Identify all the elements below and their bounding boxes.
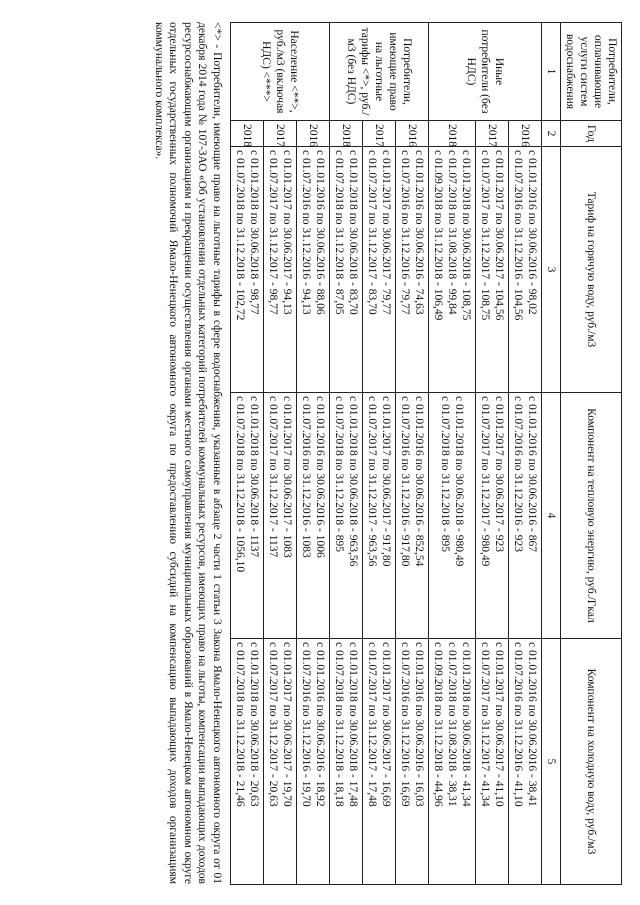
tariff-period-line: с 01.07.2016 по 31.12.2016 - 1083 (300, 396, 312, 558)
tariff-period-line: с 01.07.2018 по 31.12.2018 - 895 (439, 396, 451, 552)
tariff-period-line: с 01.01.2018 по 30.06.2018 - 108,75 (460, 150, 472, 321)
table-body (231, 23, 542, 885)
tariff-period-line: с 01.01.2018 по 30.06.2018 - 17,48 (347, 642, 359, 807)
heat-component-cell (330, 393, 363, 639)
consumer-group-label: Население <**>, руб./м3 (включая НДС) <***> (231, 23, 330, 121)
year-cell: 2018 (429, 121, 476, 147)
cold-water-cell (396, 639, 429, 885)
tariff-period-line: с 01.07.2018 по 31.12.2018 - 18,18 (333, 642, 345, 807)
tariff-period-line: с 01.01.2017 по 30.06.2017 - 41,10 (493, 642, 505, 807)
tariff-period-line: с 01.01.2017 по 30.06.2017 - 1083 (281, 396, 293, 558)
heat-component-cell (297, 393, 330, 639)
tariff-period-line: с 01.07.2016 по 31.12.2016 - 41,10 (512, 642, 524, 807)
tariff-period-line: с 01.01.2018 по 30.06.2018 - 41,34 (460, 642, 472, 807)
tariff-period-line: с 01.07.2017 по 31.12.2017 - 41,34 (479, 642, 491, 807)
tariff-period-line: с 01.01.2018 по 30.06.2018 - 83,70 (347, 150, 359, 315)
table-row (363, 23, 396, 885)
tariff-period-line: с 01.07.2018 по 31.12.2018 - 87,05 (333, 150, 345, 315)
year-cell: 2018 (330, 121, 363, 147)
hot-water-cell (429, 147, 476, 393)
table-row (264, 23, 297, 885)
tariff-period-line: с 01.07.2017 по 31.12.2017 - 963,56 (366, 396, 378, 567)
hot-water-cell (264, 147, 297, 393)
tariff-period-line: с 01.01.2018 по 30.06.2018 - 98,77 (248, 150, 260, 315)
cold-water-cell (476, 639, 509, 885)
tariff-period-line: с 01.01.2017 по 30.06.2017 - 923 (493, 396, 505, 552)
header-cold-water-component: Компонент на холодную воду, руб./м3 (561, 639, 622, 885)
heat-component-cell (363, 393, 396, 639)
table-row (330, 23, 363, 885)
year-cell: 2016 (396, 121, 429, 147)
tariff-period-line: с 01.07.2018 по 31.08.2018 - 38,31 (446, 642, 458, 807)
cold-water-cell (330, 639, 363, 885)
hot-water-cell (231, 147, 264, 393)
tariff-period-line: с 01.07.2017 по 31.12.2017 - 98,77 (267, 150, 279, 315)
tariff-period-line: с 01.07.2016 по 31.12.2016 - 923 (512, 396, 524, 552)
column-number: 5 (542, 639, 561, 885)
tariff-period-line: с 01.01.2017 по 30.06.2017 - 16,69 (380, 642, 392, 807)
header-hot-water: Тариф на горячую воду, руб./м3 (561, 147, 622, 393)
tariff-period-line: с 01.07.2017 по 31.12.2017 - 1137 (267, 396, 279, 558)
consumer-group-label: Иные потребители (без НДС) (429, 23, 542, 121)
hot-water-cell (509, 147, 542, 393)
table-row (297, 23, 330, 885)
tariff-table (230, 22, 622, 885)
tariff-period-line: с 01.01.2017 по 30.06.2017 - 94,13 (281, 150, 293, 315)
tariff-period-line: с 01.01.2016 по 30.06.2016 - 867 (526, 396, 538, 552)
column-number: 1 (542, 23, 561, 121)
cold-water-cell (363, 639, 396, 885)
footnote: <*> - Потребители, имеющие право на льготные тарифы в сфере водоснабжения, указанные в абзаце 2 части 1 статьи 3 Закона Ямало-Ненецкого автономного округа от 01 декабря 2014 года № 107-ЗАО «Об установлении отдельных категорий потребителей коммунальных ресурсов, имеющих право на льготы, компенсации выпадающих доходов ресурсоснабжающим организациям и прекращении осуществления органами местного самоуправления муниципальных образований в Ямало-Ненецком автономном округе отдельных государственных полномочий Ямало-Ненецкого автономного округа по предоставлению субсидий на компенсацию выпадающих доходов организациям коммунального комплекса». (153, 22, 223, 884)
heat-component-cell (396, 393, 429, 639)
tariff-period-line: с 01.07.2017 по 31.12.2017 - 980,49 (479, 396, 491, 567)
tariff-period-line: с 01.07.2018 по 31.08.2018 - 99,84 (446, 150, 458, 315)
tariff-period-line: с 01.07.2017 по 31.12.2017 - 17,48 (366, 642, 378, 807)
tariff-period-line: с 01.01.2017 по 30.06.2017 - 917,80 (380, 396, 392, 567)
tariff-period-line: с 01.01.2018 по 30.06.2018 - 20,63 (248, 642, 260, 807)
tariff-period-line: с 01.01.2016 по 30.06.2016 - 38,41 (526, 642, 538, 807)
year-cell: 2017 (264, 121, 297, 147)
tariff-period-line: с 01.07.2017 по 31.12.2017 - 20,63 (267, 642, 279, 807)
tariff-period-line: с 01.07.2016 по 31.12.2016 - 79,77 (399, 150, 411, 315)
year-cell: 2017 (476, 121, 509, 147)
year-cell: 2018 (231, 121, 264, 147)
tariff-period-line: с 01.07.2018 по 31.12.2018 - 1056,10 (234, 396, 246, 573)
table-row (396, 23, 429, 885)
tariff-period-line: с 01.07.2016 по 31.12.2016 - 16,69 (399, 642, 411, 807)
table-row (476, 23, 509, 885)
tariff-period-line: с 01.01.2017 по 30.06.2017 - 104,56 (493, 150, 505, 321)
header-heat-component: Компонент на тепловую энергию, руб./Гкал (561, 393, 622, 639)
table-row (231, 23, 264, 885)
heat-component-cell (264, 393, 297, 639)
tariff-period-line: с 01.09.2018 по 31.12.2018 - 106,49 (432, 150, 444, 321)
table-head (542, 23, 622, 885)
table-row (509, 23, 542, 885)
year-cell: 2017 (363, 121, 396, 147)
header-year: Год (561, 121, 622, 147)
tariff-period-line: с 01.07.2018 по 31.12.2018 - 102,72 (234, 150, 246, 321)
table-row (429, 23, 476, 885)
column-number-row (542, 23, 561, 885)
hot-water-cell (330, 147, 363, 393)
tariff-period-line: с 01.07.2016 по 31.12.2016 - 104,56 (512, 150, 524, 321)
tariff-period-line: с 01.01.2016 по 30.06.2016 - 88,06 (314, 150, 326, 315)
heat-component-cell (231, 393, 264, 639)
tariff-period-line: с 01.01.2016 по 30.06.2016 - 16,03 (413, 642, 425, 807)
tariff-period-line: с 01.07.2016 по 31.12.2016 - 94,13 (300, 150, 312, 315)
cold-water-cell (429, 639, 476, 885)
hot-water-cell (476, 147, 509, 393)
cold-water-cell (509, 639, 542, 885)
cold-water-cell (264, 639, 297, 885)
tariff-period-line: с 01.07.2017 по 31.12.2017 - 108,75 (479, 150, 491, 321)
tariff-period-line: с 01.01.2016 по 30.06.2016 - 1006 (314, 396, 326, 558)
tariff-period-line: с 01.01.2016 по 30.06.2016 - 18,92 (314, 642, 326, 807)
column-number: 4 (542, 393, 561, 639)
tariff-period-line: с 01.01.2016 по 30.06.2016 - 74,63 (413, 150, 425, 315)
heat-component-cell (476, 393, 509, 639)
tariff-period-line: с 01.07.2018 по 31.12.2018 - 21,46 (234, 642, 246, 807)
consumer-group-label: Потребители, имеющие право на льготные тарифы <*>, руб./м3 (без НДС) (330, 23, 429, 121)
tariff-period-line: с 01.01.2017 по 30.06.2017 - 79,77 (380, 150, 392, 315)
header-consumers: Потребители, оплачивающие услуги систем водоснабжения (561, 23, 622, 121)
document-body (152, 22, 623, 884)
tariff-period-line: с 01.07.2018 по 31.12.2018 - 895 (333, 396, 345, 552)
tariff-period-line: с 01.01.2018 по 30.06.2018 - 1137 (248, 396, 260, 558)
column-number: 2 (542, 121, 561, 147)
hot-water-cell (297, 147, 330, 393)
tariff-period-line: с 01.07.2017 по 31.12.2017 - 83,70 (366, 150, 378, 315)
column-number: 3 (542, 147, 561, 393)
tariff-period-line: с 01.09.2018 по 31.12.2018 - 44,96 (432, 642, 444, 807)
hot-water-cell (363, 147, 396, 393)
tariff-period-line: с 01.07.2016 по 31.12.2016 - 19,70 (300, 642, 312, 807)
header-row (561, 23, 622, 885)
year-cell: 2016 (509, 121, 542, 147)
tariff-period-line: с 01.01.2018 по 30.06.2018 - 980,49 (453, 396, 465, 567)
tariff-period-line: с 01.01.2016 по 30.06.2016 - 98,02 (526, 150, 538, 315)
tariff-period-line: с 01.01.2017 по 30.06.2017 - 19,70 (281, 642, 293, 807)
heat-component-cell (509, 393, 542, 639)
hot-water-cell (396, 147, 429, 393)
cold-water-cell (297, 639, 330, 885)
tariff-period-line: с 01.01.2016 по 30.06.2016 - 852,54 (413, 396, 425, 567)
tariff-period-line: с 01.07.2016 по 31.12.2016 - 917,80 (399, 396, 411, 567)
tariff-period-line: с 01.01.2018 по 30.06.2018 - 963,56 (347, 396, 359, 567)
cold-water-cell (231, 639, 264, 885)
year-cell: 2016 (297, 121, 330, 147)
heat-component-cell (429, 393, 476, 639)
